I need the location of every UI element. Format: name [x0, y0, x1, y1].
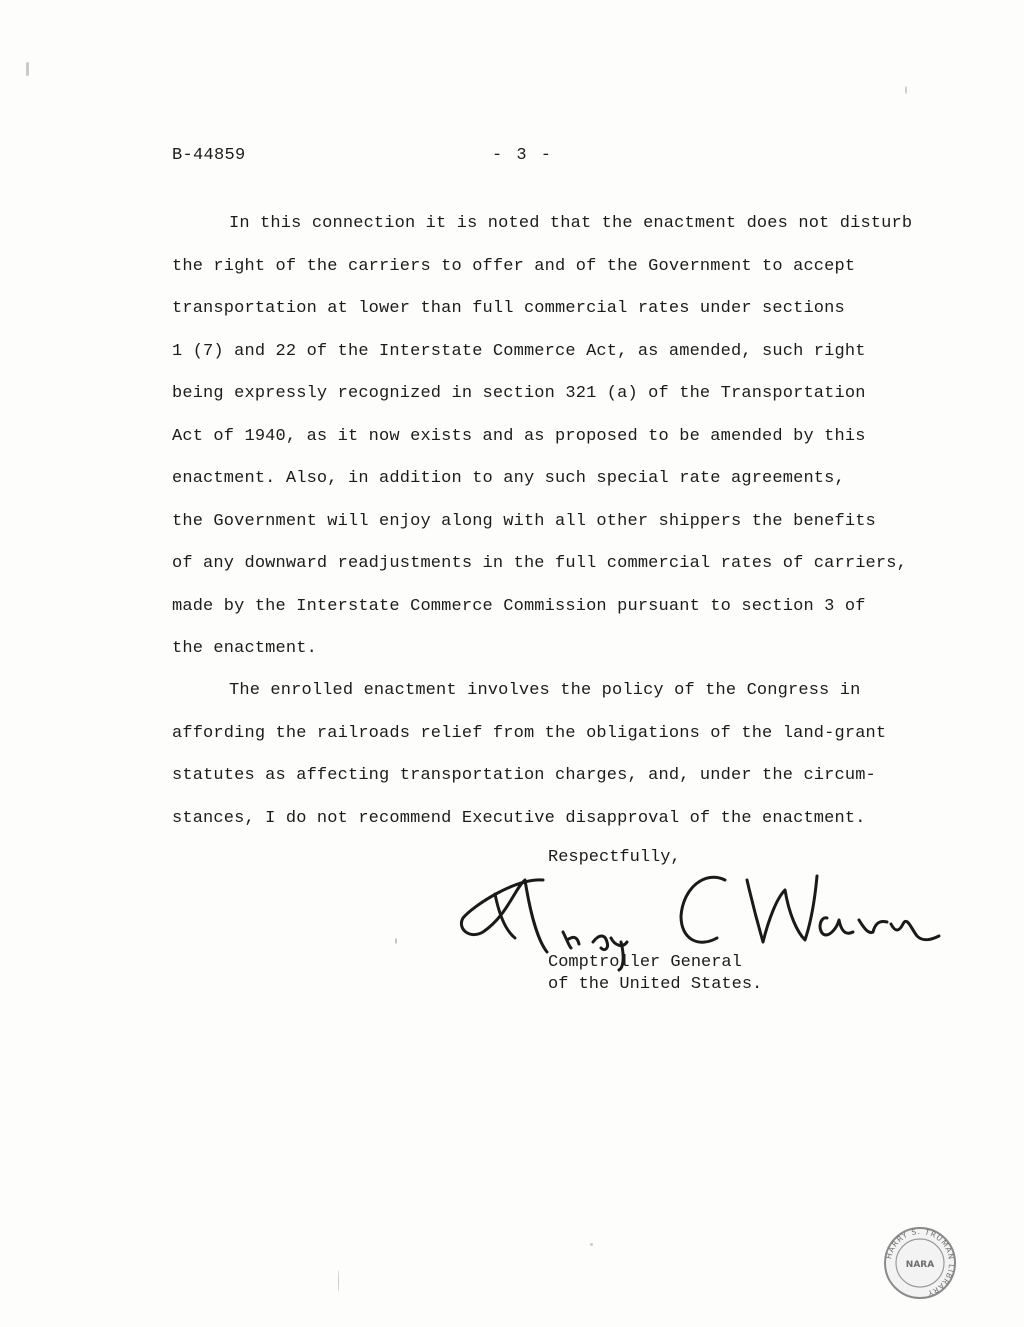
paper-speck	[905, 86, 907, 94]
title-line-1: Comptroller General	[548, 953, 742, 972]
paper-speck	[590, 1243, 593, 1246]
text-line: the enactment.	[172, 639, 317, 658]
text-line: affording the railroads relief from the obligations of the land-grant	[172, 723, 887, 743]
closing-salutation: Respectfully,	[548, 848, 681, 867]
document-id: B-44859	[172, 146, 246, 165]
title-line-2: of the United States.	[548, 975, 763, 994]
text-line: made by the Interstate Commerce Commission pursuant to section 3 of	[172, 596, 866, 616]
text-line: of any downward readjustments in the full commercial rates of carriers,	[172, 554, 907, 573]
text-line: In this connection it is noted that the enactment does not disturb	[229, 214, 913, 233]
text-line: 1 (7) and 22 of the Interstate Commerce Act, as amended, such right	[172, 341, 866, 361]
text-line: transportation at lower than full commercial rates under sections	[172, 299, 845, 318]
paper-speck	[395, 938, 397, 944]
svg-text:NARA: NARA	[905, 1260, 935, 1270]
signatory-title	[548, 952, 762, 996]
text-line: The enrolled enactment involves the policy of the Congress in	[229, 681, 861, 700]
library-seal-stamp	[882, 1225, 958, 1301]
paper-speck	[338, 1270, 339, 1292]
text-line: stances, I do not recommend Executive disapproval of the enactment.	[172, 808, 866, 828]
text-line: the Government will enjoy along with all other shippers the benefits	[172, 511, 876, 531]
text-line: enactment. Also, in addition to any such special rate agreements,	[172, 469, 845, 488]
paragraph-2	[172, 670, 952, 840]
text-line: Act of 1940, as it now exists and as proposed to be amended by this	[172, 426, 866, 446]
paper-speck	[26, 62, 29, 76]
paragraph-1	[172, 203, 952, 671]
text-line: the right of the carriers to offer and of the Government to accept	[172, 256, 856, 276]
text-line: statutes as affecting transportation charges, and, under the circum-	[172, 766, 876, 785]
page-number: - 3 -	[492, 146, 554, 165]
svg-text:HARRY S. TRUMAN LIBRARY: HARRY S. TRUMAN LIBRARY	[884, 1226, 957, 1299]
text-line: being expressly recognized in section 321 (a) of the Transportation	[172, 384, 866, 403]
